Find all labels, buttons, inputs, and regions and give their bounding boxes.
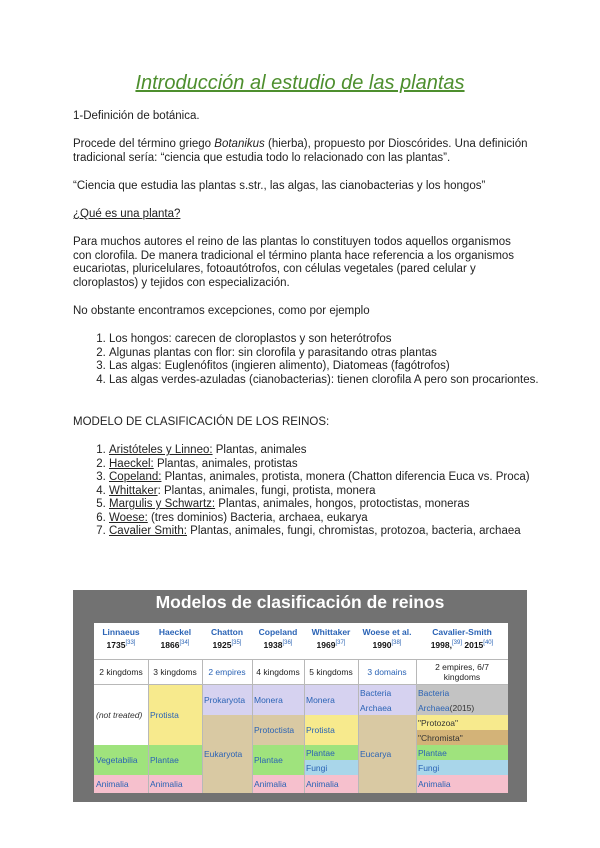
column-ref: [37] (335, 640, 346, 646)
model-text: : Plantas, animales, fungi, protista, monera (157, 484, 376, 497)
list-item: 2. Algunas plantas con flor: sin clorofila y parasitando otras plantas (109, 347, 564, 361)
cell-archaea (416, 700, 508, 715)
model-author: Aristóteles y Linneo: (109, 444, 213, 456)
cell-fungi: Fungi (304, 760, 358, 775)
column-header-copeland (252, 627, 304, 651)
model-text: Plantas, animales, fungi, chromistas, protozoa, bacteria, archaea (186, 525, 521, 537)
column-ref: [35] (231, 640, 242, 646)
cell-animalia: Animalia (252, 775, 304, 793)
cell-animalia: Animalia (94, 775, 148, 793)
column-header-woese (358, 627, 416, 651)
cell-animalia: Animalia (304, 775, 358, 793)
column-ref: [36] (282, 640, 293, 646)
column-header-whittaker (304, 627, 358, 651)
column-header-linnaeus (94, 627, 148, 651)
count-linnaeus: 2 kingdoms (99, 667, 143, 677)
grid-line (94, 684, 508, 685)
question-heading: ¿Qué es una planta? (73, 208, 181, 220)
grid-line (358, 659, 359, 793)
classification-figure (73, 590, 527, 802)
definition-post: (hierba), propuesto por Dioscórides. Una definición tradicional sería: “ciencia que estudia todo lo relacionado con las plantas”. (73, 138, 528, 164)
count-whittaker: 5 kingdoms (309, 667, 353, 677)
cell-not-treated: (not treated) (96, 710, 143, 720)
classification-table (94, 623, 508, 793)
column-year: 1938 (263, 639, 283, 650)
column-year: 1998, (430, 639, 452, 650)
column-name: Linnaeus (102, 627, 140, 637)
model-text: Plantas, animales, hongos, protoctistas, moneras (215, 498, 470, 510)
cell-protista: Protista (304, 715, 358, 745)
column-header-chatton (202, 627, 252, 651)
column-name: Copeland (258, 627, 298, 637)
column-year: 1735 (106, 639, 126, 650)
list-item (109, 512, 564, 526)
cell-vegetabilia: Vegetabilia (94, 745, 148, 775)
list-item (109, 485, 564, 499)
column-name: Haeckel (158, 627, 192, 637)
column-ref: [33] (125, 640, 136, 646)
model-text: (tres dominios) Bacteria, archaea, eukarya (147, 511, 368, 524)
list-item: 1. Los hongos: carecen de cloroplastos y son heterótrofos (109, 333, 564, 347)
plant-definition-paragraph: Para muchos autores el reino de las plantas lo constituyen todos aquellos organismos con clorofila. De manera tradicional el término planta hace referencia a los organismos eucariotas, pluricelulares, fotoautótrofos, con células vegetales (pared celular y cloroplastos) y tejidos con especialización. (73, 236, 515, 289)
exceptions-intro: No obstante encontramos excepciones, como por ejemplo (73, 305, 370, 317)
cell-fungi: Fungi (416, 760, 508, 775)
column-ref: [34] (179, 640, 190, 646)
cell-protoctista: Protoctista (252, 715, 304, 745)
model-author: Cavalier Smith: (109, 525, 187, 537)
cell-plantae: Plantae (148, 745, 202, 775)
cell-archaea-label: Archaea (418, 702, 450, 713)
column-name: Cavalier-Smith (432, 627, 492, 637)
exceptions-list (73, 333, 564, 387)
cell-protozoa: "Protozoa" (416, 715, 508, 730)
cell-prokaryota: Prokaryota (202, 685, 252, 715)
model-text: Plantas, animales, protistas (153, 457, 298, 470)
model-author: Haeckel: (109, 457, 154, 470)
grid-line (416, 659, 417, 793)
definition-paragraph (73, 138, 528, 165)
cell-monera: Monera (304, 685, 358, 715)
count-woese: 3 domains (367, 667, 407, 677)
grid-line (252, 659, 253, 793)
cell-archaea-year: (2015) (449, 702, 475, 713)
list-item (109, 498, 564, 512)
list-item (109, 444, 564, 458)
models-heading: MODELO DE CLASIFICACIÓN DE LOS REINOS: (73, 416, 330, 428)
model-author: Woese: (109, 511, 148, 524)
cell-animalia: Animalia (416, 775, 508, 793)
count-haeckel: 3 kingdoms (153, 667, 197, 677)
grid-line (202, 659, 203, 793)
column-ref: [38] (391, 640, 402, 646)
page-title: Introducción al estudio de las plantas (135, 72, 465, 94)
cell-archaea: Archaea (358, 700, 416, 715)
grid-line (148, 659, 149, 793)
column-name: Whittaker (311, 627, 351, 637)
count-cavalier-smith: 2 empires, 6/7 kingdoms (435, 662, 489, 682)
model-author: Whittaker (109, 484, 158, 497)
cell-eucarya: Eucarya (358, 715, 416, 793)
list-item: 4. Las algas verdes-azuladas (cianobacterias): tienen clorofila A pero son procariontes. (109, 374, 564, 388)
definition-italic-term: Botanikus (214, 138, 265, 150)
cell-plantae: Plantae (416, 745, 508, 760)
cell-monera: Monera (252, 685, 304, 715)
list-item (109, 525, 564, 539)
cell-plantae: Plantae (252, 745, 304, 775)
cell-plantae: Plantae (304, 745, 358, 760)
column-year: 1866 (160, 639, 180, 650)
model-text: Plantas, animales, protista, monera (Chatton diferencia Euca vs. Proca) (161, 471, 530, 483)
cell-chromista: "Chromista" (416, 730, 508, 745)
cell-bacteria: Bacteria (358, 685, 416, 700)
column-year: 1969 (316, 639, 336, 650)
section-heading-definition: 1-Definición de botánica. (73, 110, 200, 122)
column-header-haeckel (148, 627, 202, 651)
column-year: 1925 (212, 639, 232, 650)
column-name: Woese et al. (362, 627, 412, 637)
cell-eukaryota: Eukaryota (202, 715, 252, 793)
definition-pre: Procede del término griego (73, 138, 215, 150)
list-item: 3. Las algas: Euglenófitos (ingieren alimento), Diatomeas (fagótrofos) (109, 360, 564, 374)
cell-bacteria: Bacteria (416, 685, 508, 700)
grid-line (304, 659, 305, 793)
column-ref-2: [40] (483, 640, 494, 646)
quote-paragraph: “Ciencia que estudia las plantas s.str., las algas, las cianobacterias y los hongos” (73, 180, 486, 192)
cell-protista: Protista (148, 685, 202, 745)
model-author: Copeland: (109, 471, 162, 483)
models-list (73, 444, 564, 539)
cell-animalia: Animalia (148, 775, 202, 793)
list-item (109, 458, 564, 472)
list-item (109, 471, 564, 485)
count-chatton: 2 empires (208, 667, 246, 677)
model-text: Plantas, animales (212, 444, 307, 456)
model-author: Margulis y Schwartz: (109, 498, 216, 510)
column-header-cavalier-smith (416, 627, 508, 651)
grid-line (94, 659, 508, 660)
figure-title: Modelos de clasificación de reinos (155, 592, 445, 612)
count-copeland: 4 kingdoms (256, 667, 300, 677)
column-name: Chatton (210, 627, 244, 637)
column-ref: [39] (451, 640, 462, 646)
column-year: 1990 (372, 639, 392, 650)
column-year-2: 2015 (462, 639, 484, 650)
